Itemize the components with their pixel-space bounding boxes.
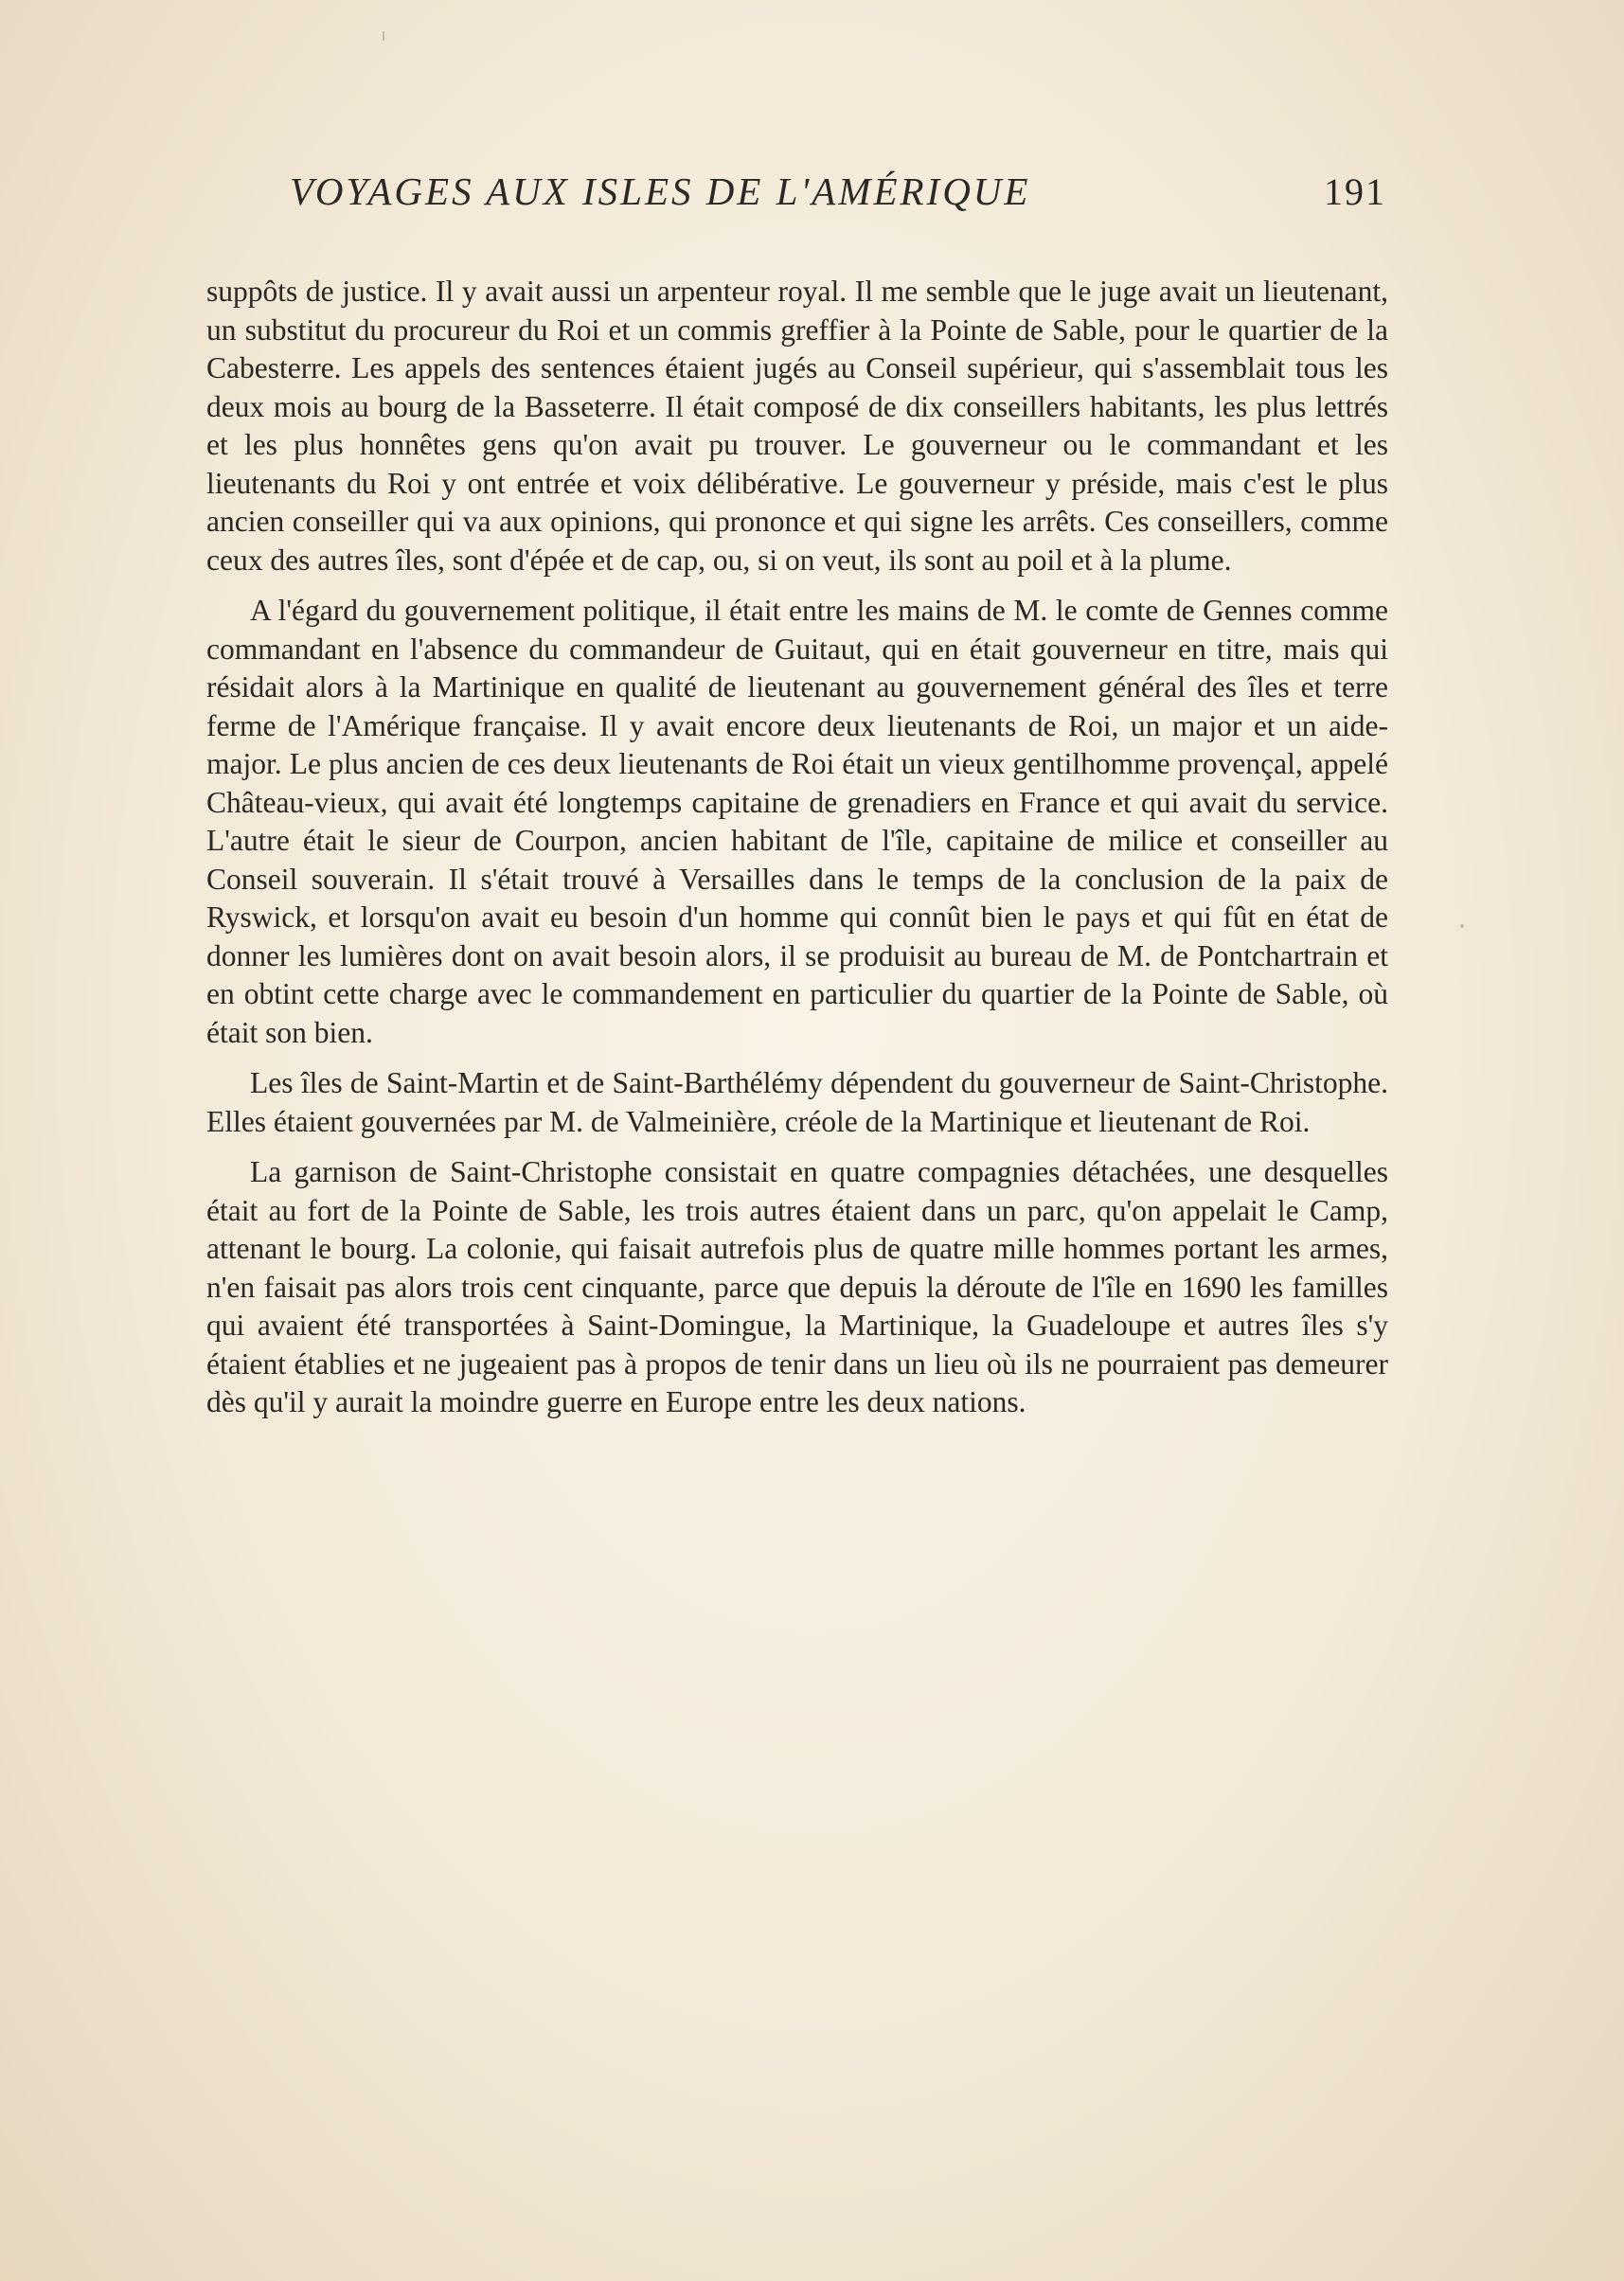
- running-head: [290, 169, 1386, 229]
- paper-speck: [383, 31, 384, 41]
- paragraph-2: A l'égard du gouvernement politique, il était entre les mains de M. le comte de Gennes comme commandant en l'absence du commandeur de Guitaut, qui en était gouverneur en titre, mais qui résidait alors à la Martinique en qualité de lieutenant au gouvernement général des îles et terre ferme de l'Amérique française. Il y avait encore deux lieutenants de Roi, un major et un aide-major. Le plus ancien de ces deux lieutenants de Roi était un vieux gentilhomme provençal, appelé Château-vieux, qui avait été longtemps capitaine de grenadiers en France et qui avait du service. L'autre était le sieur de Courpon, ancien habitant de l'île, capitaine de milice et conseiller au Conseil souverain. Il s'était trouvé à Versailles dans le temps de la conclusion de la paix de Ryswick, et lorsqu'on avait eu besoin d'un homme qui connût bien le pays et qui fût en état de donner les lumières dont on avait besoin alors, il se produisit au bureau de M. de Pontchartrain et en obtint cette charge avec le commandement en particulier du quartier de la Pointe de Sable, où était son bien.: [206, 594, 1388, 1049]
- page-number: 191: [1324, 170, 1386, 213]
- paragraph-1: suppôts de justice. Il y avait aussi un arpenteur royal. Il me semble que le juge avait un lieutenant, un substitut du procureur du Roi et un commis greffier à la Pointe de Sable, pour le quartier de la Cabesterre. Les appels des sentences étaient jugés au Conseil supérieur, qui s'assemblait tous les deux mois au bourg de la Basseterre. Il était composé de dix conseillers habitants, les plus lettrés et les plus honnêtes gens qu'on avait pu trouver. Le gouverneur ou le commandant et les lieutenants du Roi y ont entrée et voix délibérative. Le gouverneur y préside, mais c'est le plus ancien conseiller qui va aux opinions, qui prononce et qui signe les arrêts. Ces conseillers, comme ceux des autres îles, sont d'épée et de cap, ou, si on veut, ils sont au poil et à la plume.: [206, 275, 1388, 577]
- paragraph-4: La garnison de Saint-Christophe consistait en quatre compagnies détachées, une desquelles était au fort de la Pointe de Sable, les trois autres étaient dans un parc, qu'on appelait le Camp, attenant le bourg. La colonie, qui faisait autrefois plus de quatre mille hommes portant les armes, n'en faisait pas alors trois cent cinquante, parce que depuis la déroute de l'île en 1690 les familles qui avaient été transportées à Saint-Domingue, la Martinique, la Guadeloupe et autres îles s'y étaient établies et ne jugeaient pas à propos de tenir dans un lieu où ils ne pourraient pas demeurer dès qu'il y aurait la moindre guerre en Europe entre les deux nations.: [206, 1155, 1388, 1418]
- body-text: [206, 273, 1388, 1422]
- running-title: VOYAGES AUX ISLES DE L'AMÉRIQUE: [290, 169, 1031, 213]
- paper-speck: [1460, 924, 1464, 928]
- paragraph-3: Les îles de Saint-Martin et de Saint-Barthélémy dépendent du gouverneur de Saint-Christophe. Elles étaient gouvernées par M. de Valmeinière, créole de la Martinique et lieutenant de Roi.: [206, 1066, 1388, 1138]
